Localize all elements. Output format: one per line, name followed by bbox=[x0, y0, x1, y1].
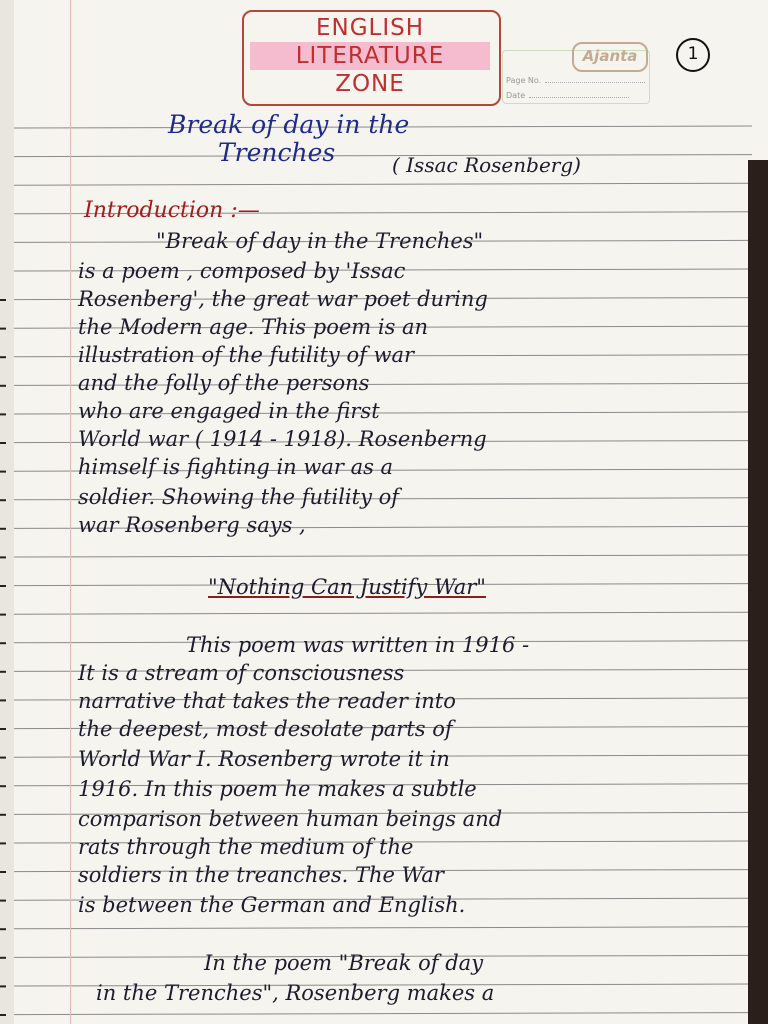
para1-line-2: is a poem , composed by 'Issac bbox=[78, 259, 406, 283]
page-no-field bbox=[506, 76, 645, 85]
title-line-2: Trenches bbox=[218, 138, 336, 167]
notebook-logo: Ajanta bbox=[572, 42, 648, 72]
brand-line-3: ZONE bbox=[335, 71, 405, 97]
title-author: ( Issac Rosenberg) bbox=[392, 153, 581, 177]
page-number: 1 bbox=[676, 38, 710, 72]
ruled-line bbox=[14, 155, 752, 157]
ruled-line bbox=[14, 183, 752, 185]
para2-line-8: rats through the medium of the bbox=[78, 835, 414, 859]
para2-line-7: comparison between human beings and bbox=[78, 807, 503, 831]
para2-line-5: World War I. Rosenberg wrote it in bbox=[78, 747, 450, 771]
brand-line-2: LITERATURE bbox=[250, 42, 490, 70]
para1-line-8: World war ( 1914 - 1918). Rosenberng bbox=[78, 427, 487, 451]
date-label: Date bbox=[506, 91, 526, 100]
para1-line-10: soldier. Showing the futility of bbox=[78, 485, 400, 509]
brand-stamp bbox=[250, 14, 490, 98]
ruled-line bbox=[14, 555, 752, 557]
para1-line-1: "Break of day in the Trenches" bbox=[156, 229, 484, 253]
ruled-line bbox=[14, 612, 752, 614]
para1-line-6: and the folly of the persons bbox=[78, 371, 370, 395]
ruled-line bbox=[14, 1013, 752, 1015]
para2-line-1: This poem was written in 1916 - bbox=[186, 633, 530, 657]
margin-line bbox=[70, 0, 71, 1024]
para2-line-2: It is a stream of consciousness bbox=[78, 661, 405, 685]
para2-line-3: narrative that takes the reader into bbox=[78, 689, 456, 713]
para1-line-5: illustration of the futility of war bbox=[78, 343, 415, 367]
date-field bbox=[506, 91, 629, 100]
para1-line-9: himself is fighting in war as a bbox=[78, 455, 394, 479]
para3-line-2: in the Trenches", Rosenberg makes a bbox=[96, 981, 495, 1005]
para2-line-4: the deepest, most desolate parts of bbox=[78, 717, 453, 741]
page-shadow-edge bbox=[748, 160, 768, 1024]
brand-line-1: ENGLISH bbox=[315, 15, 425, 41]
ruled-line bbox=[14, 927, 752, 929]
quote-line: "Nothing Can Justify War" bbox=[208, 575, 486, 599]
para3-line-1: In the poem "Break of day bbox=[204, 951, 484, 975]
introduction-heading: Introduction :— bbox=[84, 198, 260, 223]
para1-line-4: the Modern age. This poem is an bbox=[78, 315, 429, 339]
page-no-label: Page No. bbox=[506, 76, 542, 85]
para1-line-3: Rosenberg', the great war poet during bbox=[78, 287, 488, 311]
para1-line-11: war Rosenberg says , bbox=[78, 513, 306, 537]
para2-line-10: is between the German and English. bbox=[78, 893, 466, 917]
para1-line-7: who are engaged in the first bbox=[78, 399, 380, 423]
para2-line-6: 1916. In this poem he makes a subtle bbox=[78, 777, 477, 801]
para2-line-9: soldiers in the treanches. The War bbox=[78, 863, 444, 887]
title-line-1: Break of day in the bbox=[168, 110, 410, 139]
